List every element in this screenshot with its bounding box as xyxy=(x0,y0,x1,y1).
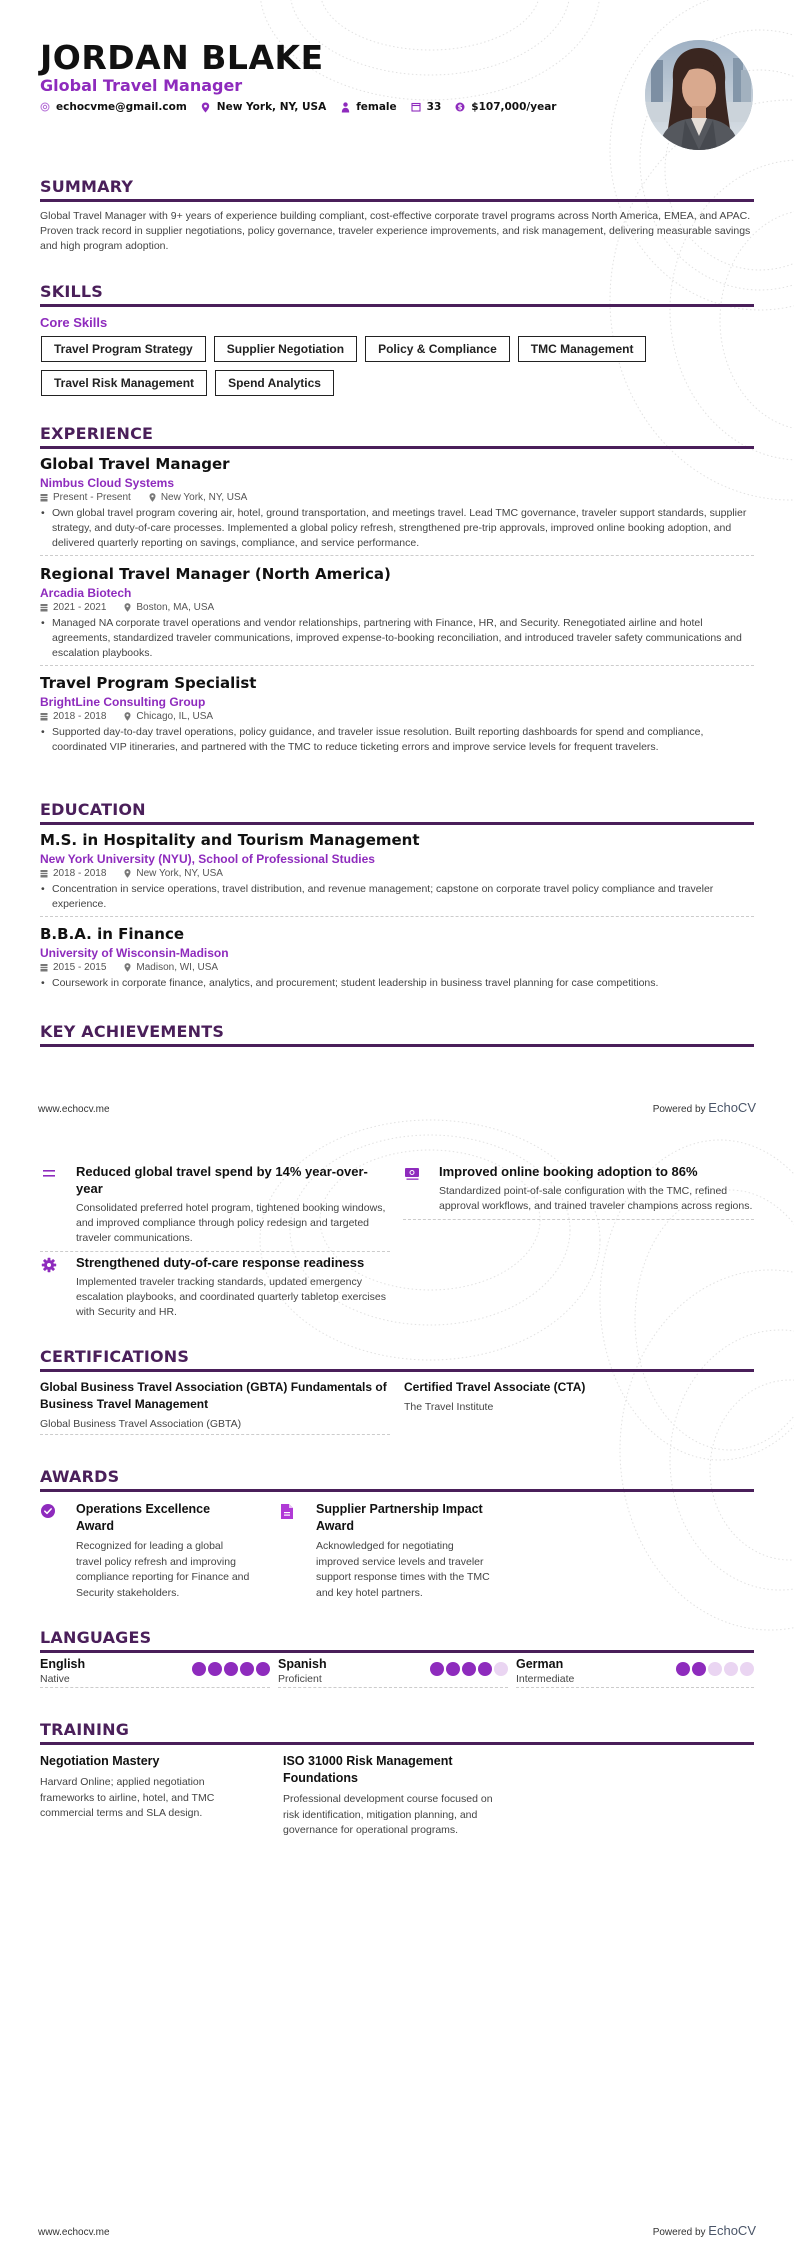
rating-dot-empty xyxy=(494,1662,508,1676)
language-level: Native xyxy=(40,1673,70,1685)
summary-text: Global Travel Manager with 9+ years of experience building compliant, cost-effective corporate travel programs across North America, EMEA, and APAC. Proven track record in supplier negotiations, policy governance, traveler experience improvements, and risk management, delivering measurable savings and high program adoption. xyxy=(40,210,751,252)
achievement-title: Improved online booking adoption to 86% xyxy=(439,1164,698,1179)
document-icon xyxy=(280,1503,298,1521)
location-pin-icon xyxy=(124,603,131,612)
education-description: • Coursework in corporate finance, analytics, and procurement; student leadership in business travel planning for case competitions. xyxy=(40,976,754,995)
rating-dot-filled xyxy=(692,1662,706,1676)
job-meta xyxy=(40,602,754,613)
education-location-text: New York, NY, USA xyxy=(136,868,223,879)
avatar xyxy=(645,40,753,150)
training-description: Professional development course focused on risk identification, mitigation planning, and governance for operational programs. xyxy=(283,1793,493,1836)
rating-dot-filled xyxy=(430,1662,444,1676)
location-pin-icon xyxy=(201,102,211,112)
contact-gender-text: female xyxy=(356,101,397,113)
skill-chip: Travel Risk Management xyxy=(41,370,207,396)
skill-chip: TMC Management xyxy=(518,336,647,362)
training-item xyxy=(283,1753,503,1839)
skill-chip: Spend Analytics xyxy=(215,370,334,396)
brand-name[interactable]: EchoCV xyxy=(708,2223,756,2238)
rating-dot-filled xyxy=(676,1662,690,1676)
education-dates-text: 2015 - 2015 xyxy=(53,962,107,973)
contact-location xyxy=(201,101,326,113)
job-dates xyxy=(40,492,131,503)
bars-icon xyxy=(40,1165,58,1183)
certification-issuer: Global Business Travel Association (GBTA) xyxy=(40,1418,242,1430)
achievement-title: Reduced global travel spend by 14% year-over-year xyxy=(76,1164,368,1196)
education-location xyxy=(124,868,223,879)
education-dates-text: 2018 - 2018 xyxy=(53,868,107,879)
achievement-title: Strengthened duty-of-care response readiness xyxy=(76,1255,365,1270)
language-level: Intermediate xyxy=(516,1673,575,1685)
powered-by-label: Powered by xyxy=(652,1104,706,1115)
contact-salary xyxy=(455,101,556,113)
contact-age xyxy=(411,101,442,113)
education-entry xyxy=(40,831,754,917)
job-description: • Supported day-to-day travel operations, policy guidance, and traveler issue resolution. Built reporting dashboards for spend and compliance, coordinated VIP itineraries, and partnered with the TMC to reduce ticketing errors and improve service levels for frequent travelers. xyxy=(40,725,754,759)
company-name: Arcadia Biotech xyxy=(40,586,132,600)
calendar-icon xyxy=(411,102,421,112)
education-description: • Concentration in service operations, travel distribution, and revenue management; capstone on corporate travel policy compliance and traveler experience. xyxy=(40,882,754,916)
contact-email[interactable] xyxy=(40,101,187,113)
education-meta xyxy=(40,962,754,973)
language-item xyxy=(516,1657,754,1688)
rating-dot-empty xyxy=(740,1662,754,1676)
education-dates xyxy=(40,962,106,973)
language-level: Proficient xyxy=(278,1673,322,1685)
job-title: Global Travel Manager xyxy=(40,455,230,473)
rating-dot-empty xyxy=(724,1662,738,1676)
awards-heading: AWARDS xyxy=(40,1467,754,1492)
education-location xyxy=(124,962,218,973)
training-title: ISO 31000 Risk Management Foundations xyxy=(283,1754,453,1785)
job-description: • Managed NA corporate travel operations and vendor relationships, partnering with Finance, HR, and Security. Renegotiated airline and hotel agreements, standardized traveler communications, improved expense-to-booking reconciliation, and introduced traveler safety communications and escalation playbooks. xyxy=(40,616,754,665)
certification-issuer: The Travel Institute xyxy=(404,1401,494,1413)
footer-powered-by xyxy=(653,2223,756,2238)
svg-text:$: $ xyxy=(457,103,463,112)
job-title: Travel Program Specialist xyxy=(40,674,257,692)
skill-chip: Policy & Compliance xyxy=(365,336,510,362)
calendar-icon xyxy=(40,493,48,502)
contact-gender xyxy=(340,101,396,113)
achievement-description: Consolidated preferred hotel program, tightened booking windows, and improved compliance through policy redesign and targeted traveler communications. xyxy=(76,1202,386,1244)
summary-heading: SUMMARY xyxy=(40,177,754,202)
language-name: German xyxy=(516,1657,564,1671)
certification-title: Global Business Travel Association (GBTA) Fundamentals of Business Travel Management xyxy=(40,1380,387,1411)
brand-name[interactable]: EchoCV xyxy=(708,1100,756,1115)
rating-dot-filled xyxy=(446,1662,460,1676)
award-title: Supplier Partnership Impact Award xyxy=(316,1502,483,1533)
rating-dot-filled xyxy=(240,1662,254,1676)
job-dates xyxy=(40,711,106,722)
calendar-icon xyxy=(40,712,48,721)
achievement-item xyxy=(40,1254,390,1325)
education-location-text: Madison, WI, USA xyxy=(136,962,219,973)
rating-dot-filled xyxy=(208,1662,222,1676)
language-rating xyxy=(430,1662,508,1676)
job-dates xyxy=(40,602,106,613)
experience-entry xyxy=(40,455,754,556)
certifications-heading: CERTIFICATIONS xyxy=(40,1347,754,1372)
contact-info xyxy=(40,101,570,113)
location-pin-icon xyxy=(149,493,156,502)
language-rating xyxy=(676,1662,754,1676)
rating-dot-filled xyxy=(224,1662,238,1676)
training-description: Harvard Online; applied negotiation frameworks to airline, hotel, and TMC commercial terms and SLA design. xyxy=(40,1776,215,1819)
achievement-description: Implemented traveler tracking standards, updated emergency escalation playbooks, and coordinated quarterly tabletop exercises with Security and HR. xyxy=(76,1276,386,1318)
job-description: • Own global travel program covering air, hotel, ground transportation, and meetings travel. Lead TMC governance, traveler support standards, supplier strategy, and duty-of-care processes. Implemented a global policy refresh, strengthened pre-trip approvals, improved online booking adoption, and delivered quarterly reporting on savings, compliance, and service performance. xyxy=(40,506,754,555)
page-footer xyxy=(38,2223,756,2238)
award-item xyxy=(40,1501,250,1601)
company-name: BrightLine Consulting Group xyxy=(40,695,206,709)
candidate-title: Global Travel Manager xyxy=(40,76,243,95)
achievement-item xyxy=(403,1163,754,1220)
job-location xyxy=(124,711,213,722)
language-name: Spanish xyxy=(278,1657,327,1671)
education-heading: EDUCATION xyxy=(40,800,754,825)
contact-email-text: echocvme@gmail.com xyxy=(56,101,187,113)
degree-title: B.B.A. in Finance xyxy=(40,925,185,943)
certification-item xyxy=(404,1379,754,1417)
contact-age-text: 33 xyxy=(426,101,442,113)
experience-entry xyxy=(40,674,754,759)
job-dates-text: 2021 - 2021 xyxy=(53,602,107,613)
job-dates-text: 2018 - 2018 xyxy=(53,711,107,722)
rating-dot-filled xyxy=(192,1662,206,1676)
job-location xyxy=(124,602,214,613)
skill-chip: Supplier Negotiation xyxy=(214,336,357,362)
education-entry xyxy=(40,925,754,995)
job-location-text: New York, NY, USA xyxy=(160,492,248,503)
skills-heading: SKILLS xyxy=(40,282,754,307)
location-pin-icon xyxy=(124,963,131,972)
degree-title: M.S. in Hospitality and Tourism Management xyxy=(40,831,420,849)
job-location-text: Chicago, IL, USA xyxy=(136,711,214,722)
training-item xyxy=(40,1753,260,1822)
languages-heading: LANGUAGES xyxy=(40,1628,754,1653)
education-meta xyxy=(40,868,754,879)
page-footer xyxy=(38,1100,756,1115)
achievement-item xyxy=(40,1163,390,1252)
award-title: Operations Excellence Award xyxy=(76,1502,211,1533)
calendar-icon xyxy=(40,963,48,972)
job-location-text: Boston, MA, USA xyxy=(136,602,215,613)
rating-dot-filled xyxy=(462,1662,476,1676)
language-rating xyxy=(192,1662,270,1676)
experience-entry xyxy=(40,565,754,666)
skills-list xyxy=(41,336,755,396)
award-item xyxy=(280,1501,490,1601)
award-description: Acknowledged for negotiating improved service levels and traveler support response times with the TMC and key hotel partners. xyxy=(316,1540,490,1599)
person-icon xyxy=(340,102,350,112)
footer-website-link[interactable]: www.echocv.me xyxy=(38,1104,110,1115)
education-dates xyxy=(40,868,106,879)
contact-location-text: New York, NY, USA xyxy=(216,101,327,113)
company-name: Nimbus Cloud Systems xyxy=(40,476,175,490)
school-name: University of Wisconsin-Madison xyxy=(40,946,229,960)
certification-item xyxy=(40,1379,390,1435)
money-bill-icon xyxy=(403,1165,421,1183)
core-skills-subheading: Core Skills xyxy=(40,315,108,330)
candidate-name: JORDAN BLAKE xyxy=(40,38,324,77)
language-name: English xyxy=(40,1657,86,1671)
footer-powered-by xyxy=(653,1100,756,1115)
contact-salary-text: $107,000/year xyxy=(471,101,557,113)
experience-heading: EXPERIENCE xyxy=(40,424,754,449)
rating-dot-empty xyxy=(708,1662,722,1676)
school-name: New York University (NYU), School of Professional Studies xyxy=(40,852,375,866)
footer-website-link[interactable]: www.echocv.me xyxy=(38,2227,110,2238)
rating-dot-filled xyxy=(478,1662,492,1676)
training-title: Negotiation Mastery xyxy=(40,1754,160,1768)
location-pin-icon xyxy=(124,869,131,878)
award-description: Recognized for leading a global travel policy refresh and improving compliance reporting for Finance and Security stakeholders. xyxy=(76,1540,250,1599)
language-item xyxy=(278,1657,508,1688)
language-item xyxy=(40,1657,270,1688)
location-pin-icon xyxy=(124,712,131,721)
dollar-icon xyxy=(455,102,465,112)
gear-icon xyxy=(40,1256,58,1274)
calendar-icon xyxy=(40,869,48,878)
rating-dot-filled xyxy=(256,1662,270,1676)
check-circle-icon xyxy=(40,1503,58,1521)
job-meta xyxy=(40,492,754,503)
job-dates-text: Present - Present xyxy=(53,492,131,503)
achievement-description: Standardized point-of-sale configuration with the TMC, refined approval workflows, and trained traveler champions across regions. xyxy=(439,1185,753,1212)
at-icon xyxy=(40,102,50,112)
powered-by-label: Powered by xyxy=(652,2227,706,2238)
job-location xyxy=(149,492,248,503)
job-title: Regional Travel Manager (North America) xyxy=(40,565,391,583)
calendar-icon xyxy=(40,603,48,612)
key-achievements-heading: KEY ACHIEVEMENTS xyxy=(40,1022,754,1047)
certification-title: Certified Travel Associate (CTA) xyxy=(404,1380,586,1394)
skill-chip: Travel Program Strategy xyxy=(41,336,206,362)
training-heading: TRAINING xyxy=(40,1720,754,1745)
resume-page-2 xyxy=(0,1123,794,2246)
job-meta xyxy=(40,711,754,722)
